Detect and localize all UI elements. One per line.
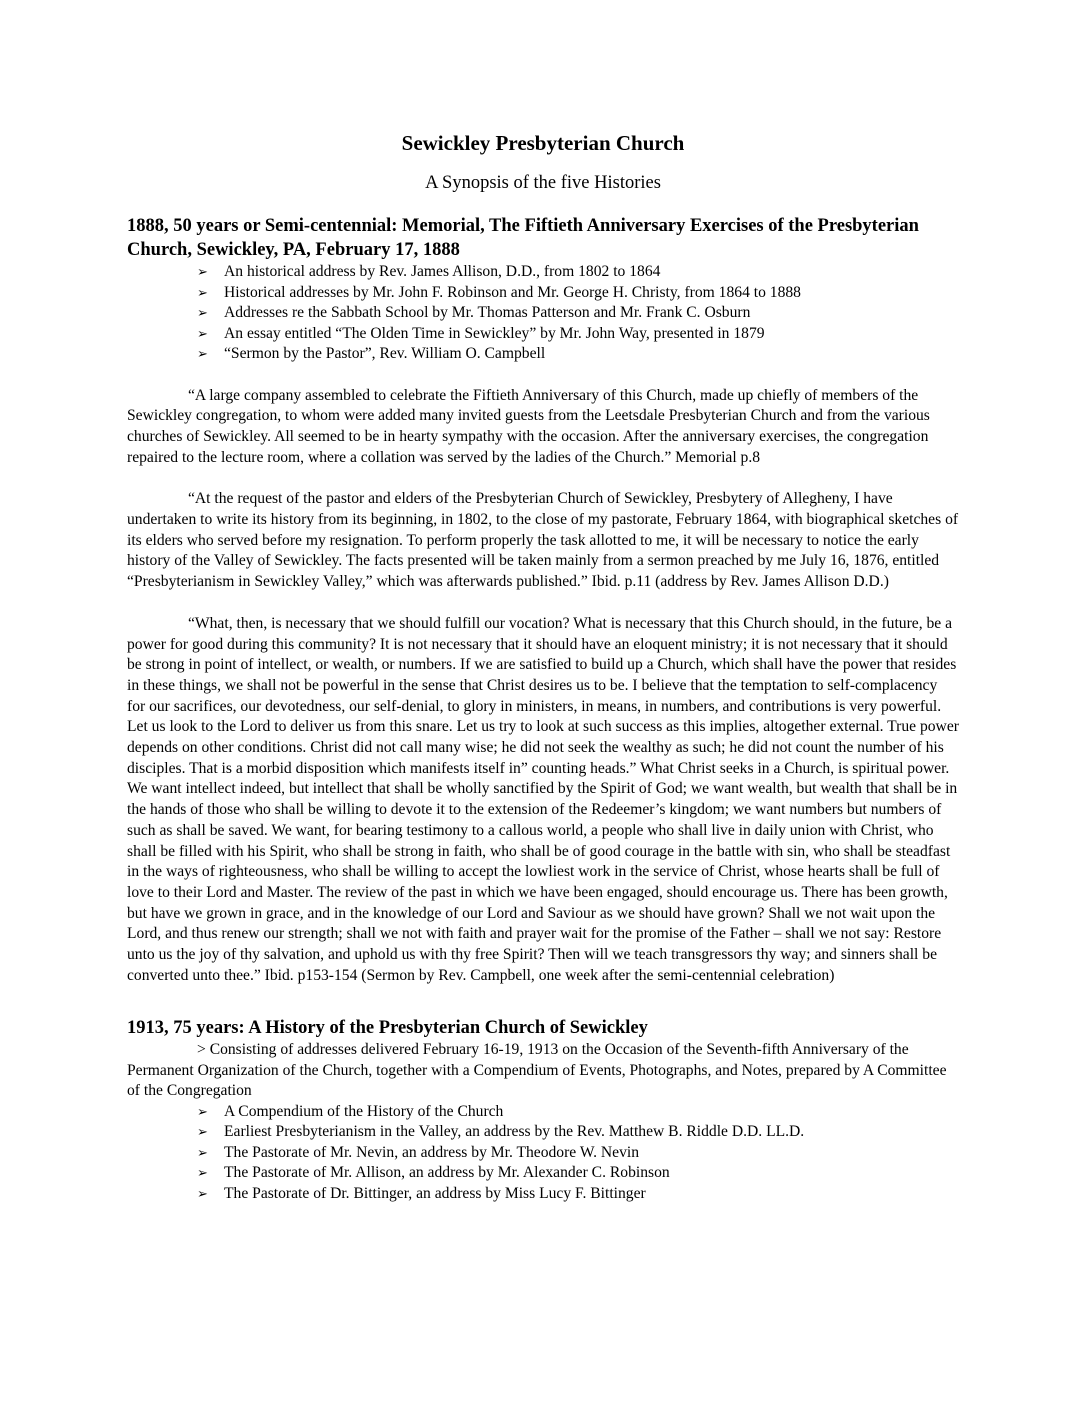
list-item-text: An essay entitled “The Olden Time in Sewickley” by Mr. John Way, presented in 1879: [224, 324, 765, 342]
list-item-text: The Pastorate of Mr. Nevin, an address by Mr. Theodore W. Nevin: [224, 1143, 640, 1161]
quote-paragraph-allison: “At the request of the pastor and elders of the Presbyterian Church of Sewickley, Presbytery of Allegheny, I have undertaken to write its history from its beginning, in 1802, to the close of my pastorate, February 1864, with biographical sketches of its elders who served before my resignation. To perform properly the task allotted to me, it will be necessary to notice the early history of the Valley of Sewickley. The facts presented will be taken mainly from a sermon preached by me July 16, 1876, entitled “Presbyterianism in Sewickley Valley,” which was afterwards published.” Ibid. p.11 (address by Rev. James Allison D.D.): [127, 490, 959, 591]
list-item-text: Earliest Presbyterianism in the Valley, an address by the Rev. Matthew B. Riddle D.D. LL.D.: [224, 1123, 805, 1141]
section-1888: [127, 214, 959, 986]
arrow-bullet-icon: ➢: [197, 346, 208, 361]
list-item-text: Historical addresses by Mr. John F. Robinson and Mr. George H. Christy, from 1864 to 1888: [224, 283, 801, 301]
arrow-bullet-icon: ➢: [197, 305, 208, 320]
document-title: Sewickley Presbyterian Church: [401, 131, 685, 155]
list-item-text: “Sermon by the Pastor”, Rev. William O. Campbell: [224, 345, 546, 362]
list-item: [197, 1122, 959, 1143]
arrow-bullet-icon: ➢: [197, 264, 208, 279]
list-item: [197, 1184, 959, 1205]
list-item-text: The Pastorate of Mr. Allison, an address by Mr. Alexander C. Robinson: [224, 1164, 670, 1182]
list-item: [197, 303, 959, 324]
section-1913: [127, 1016, 959, 1204]
arrow-bullet-icon: ➢: [197, 1185, 208, 1201]
arrow-bullet-icon: ➢: [197, 325, 208, 341]
quote-paragraph-memorial: “A large company assembled to celebrate the Fiftieth Anniversary of this Church, made up chiefly of members of the Sewickley congregation, to whom were added many invited guests from the Leetsdale Presbyterian Church and from the various churches of Sewickley. All seemed to be in hearty sympathy with the occasion. After the anniversary exercises, the congregation repaired to the lecture room, where a collation was served by the ladies of the Church.” Memorial p.8: [127, 386, 930, 466]
arrow-bullet-icon: ➢: [197, 284, 208, 300]
list-item-text: An historical address by Rev. James Allison, D.D., from 1802 to 1864: [224, 263, 661, 280]
list-item-text: A Compendium of the History of the Church: [224, 1102, 504, 1120]
arrow-bullet-icon: ➢: [197, 1165, 208, 1181]
section-1888-contents-list: [127, 262, 959, 365]
list-item-text: The Pastorate of Dr. Bittinger, an address by Miss Lucy F. Bittinger: [224, 1184, 646, 1202]
list-item: [197, 262, 959, 283]
section-1913-contents-list: [127, 1102, 959, 1205]
arrow-bullet-icon: ➢: [197, 1103, 208, 1119]
section-1888-heading: 1888, 50 years or Semi-centennial: Memorial, The Fiftieth Anniversary Exercises of the Presbyterian Church, Sewickley, PA, February 17, 1888: [127, 216, 919, 260]
arrow-bullet-icon: ➢: [197, 1144, 208, 1160]
document-subtitle: A Synopsis of the five Histories: [425, 173, 661, 193]
arrow-bullet-icon: ➢: [197, 1124, 208, 1140]
list-item: [197, 1102, 959, 1123]
list-item: [197, 283, 959, 304]
document-page: [127, 128, 959, 1204]
section-1913-description: > Consisting of addresses delivered February 16-19, 1913 on the Occasion of the Seventh-fifth Anniversary of the Permanent Organization of the Church, together with a Compendium of Events, Photographs, and Notes, prepared by A Committee of the Congregation: [127, 1041, 947, 1100]
list-item: [197, 1143, 959, 1164]
list-item: [197, 344, 959, 365]
section-1913-heading: 1913, 75 years: A History of the Presbyterian Church of Sewickley: [127, 1018, 648, 1039]
list-item: [197, 1163, 959, 1184]
list-item: [197, 324, 959, 345]
quote-paragraph-sermon: “What, then, is necessary that we should fulfill our vocation? What is necessary that this Church should, in the future, be a power for good during this community? It is not necessary that it should have an eloquent ministry; it is not necessary that it should be strong in point of intellect, or wealth, or numbers. If we are satisfied to build up a Church, which shall have the power that resides in these things, we shall not be powerful in the sense that Christ desires us to be. I believe that the temptation to self-complacency for our sacrifices, our devotedness, our self-denial, to glory in ministers, in means, in numbers, and contributions is very powerful. Let us look to the Lord to deliver us from this snare. Let us try to look at such success as this implies, altogether external. True power depends on other conditions. Christ did not call many wise; he did not seek the wealthy as such; he did not count the number of his disciples. That is a morbid disposition which manifests itself in” counting heads.” What Christ seeks in a Church, is spiritual power. We want intellect indeed, but intellect that shall be wholly sanctified by the Spirit of God; we want wealth, but wealth that shall be in the hands of those who shall be willing to devote it to the extension of the Redeemer’s kingdom; we want numbers but numbers of such as shall be saved. We want, for bearing testimony to a callous world, a people who shall live in daily union with Christ, who shall be filled with his Spirit, who shall be strong in faith, who shall be of good courage in the battle with sin, who shall be steadfast in the ways of righteousness, who shall be willing to accept the lowliest work in the service of Christ, whose hearts shall be full of love to their Lord and Master. The review of the past in which we have been engaged, should encourage us. There has been growth, but have we grown in grace, and in the knowledge of our Lord and Saviour as we should have grown? Shall we not wait upon the Lord, and thus renew our strength; shall we not with faith and prayer wait for the promise of the Father – shall we not say: Restore unto us the joy of thy salvation, and uphold us with thy free Spirit? Then will we teach transgressors thy way; and sinners shall be converted unto thee.” Ibid. p153-154 (Sermon by Rev. Campbell, one week after the semi-centennial celebration): [127, 614, 959, 984]
list-item-text: Addresses re the Sabbath School by Mr. Thomas Patterson and Mr. Frank C. Osburn: [224, 304, 751, 321]
